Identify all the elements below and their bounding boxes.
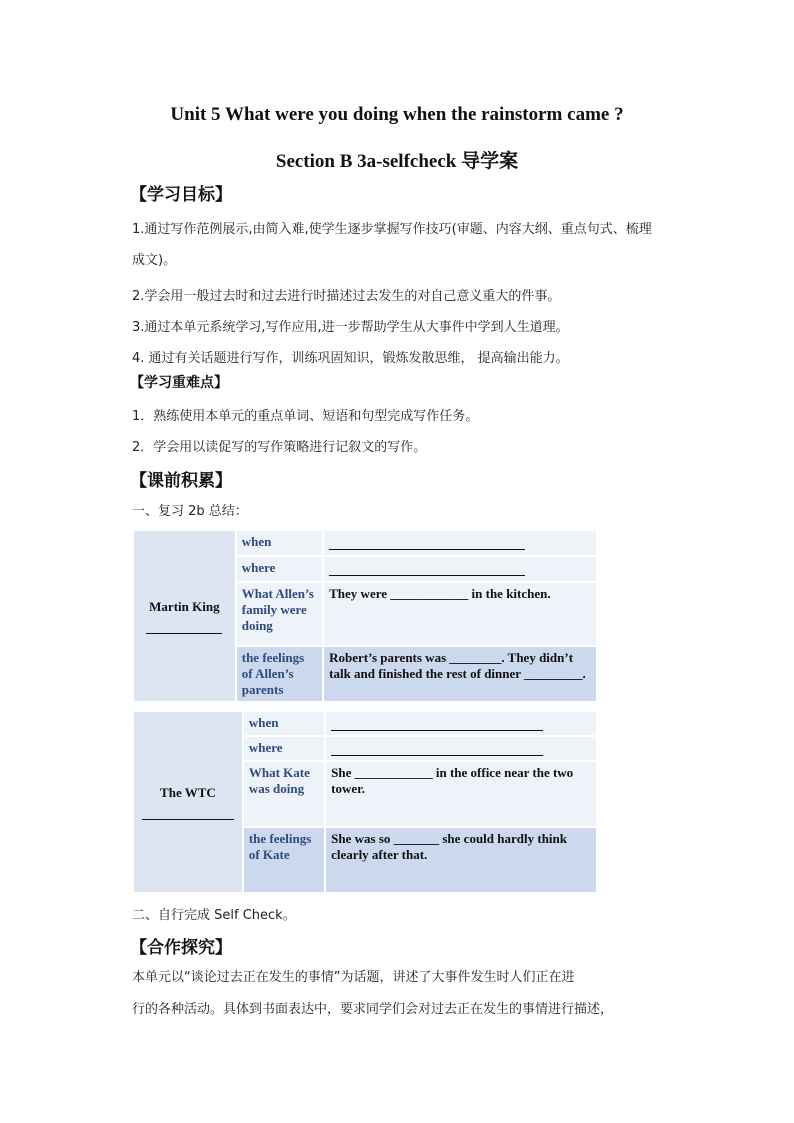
- row-val-where: [325, 736, 597, 761]
- row-val-feelings: Robert’s parents was ________. They didn’t talk and finished the rest of dinner _________.: [323, 646, 597, 702]
- cooperation-heading: 【合作探究】: [130, 938, 232, 958]
- topic-cell: [133, 711, 243, 893]
- review-label: 一、复习 2b 总结：: [132, 504, 248, 519]
- goal-item-1: 1.通过写作范例展示,由简入难,使学生逐步掌握写作技巧(审题、内容大纲、重点句式、梳理成文)。: [132, 222, 652, 268]
- cooperation-line-2: 行的各种活动。具体到书面表达中，要求同学们会对过去正在发生的事情进行描述，: [132, 1002, 614, 1017]
- topic-name: The WTC: [160, 784, 216, 800]
- topic-name: Martin King: [149, 598, 220, 614]
- cooperation-line-1: 本单元以“谈论过去正在发生的事情”为话题，讲述了大事件发生时人们正在进: [132, 970, 575, 985]
- answer-blank[interactable]: [331, 717, 543, 731]
- row-key-doing: What Kate was doing: [243, 761, 325, 827]
- row-val-doing: She ____________ in the office near the two tower.: [325, 761, 597, 827]
- row-key-when: when: [243, 711, 325, 736]
- row-val-when: [325, 711, 597, 736]
- pre-class-heading: 【课前积累】: [130, 471, 232, 491]
- document-subtitle: Section B 3a-selfcheck 导学案: [275, 151, 519, 172]
- row-key-where: where: [236, 556, 323, 582]
- row-val-feelings: She was so _______ she could hardly think clearly after that.: [325, 827, 597, 893]
- row-val-when: [323, 530, 597, 556]
- answer-blank[interactable]: [331, 742, 543, 756]
- row-key-feelings: the feelings of Kate: [243, 827, 325, 893]
- topic-blank[interactable]: [146, 621, 222, 634]
- goal-item-3: 3.通过本单元系统学习,写作应用,进一步帮助学生从大事件中学到人生道理。: [132, 320, 569, 335]
- goals-heading: 【学习目标】: [130, 185, 232, 205]
- row-val-where: [323, 556, 597, 582]
- key-points-heading: 【学习重难点】: [130, 375, 228, 391]
- topic-cell: [133, 530, 236, 702]
- answer-blank[interactable]: [329, 536, 525, 550]
- key-point-1: 1．熟练使用本单元的重点单词、短语和句型完成写作任务。: [132, 409, 479, 424]
- row-val-doing: They were ____________ in the kitchen.: [323, 582, 597, 646]
- review-table-martin-king: [132, 529, 598, 703]
- row-key-feelings: the feelings of Allen’s parents: [236, 646, 323, 702]
- row-key-where: where: [243, 736, 325, 761]
- key-point-2: 2．学会用以读促写的写作策略进行记叙文的写作。: [132, 440, 427, 455]
- document-title: Unit 5 What were you doing when the rainstorm came ?: [170, 104, 624, 125]
- row-key-doing: What Allen’s family were doing: [236, 582, 323, 646]
- goal-item-2: 2.学会用一般过去时和过去进行时描述过去发生的对自己意义重大的件事。: [132, 289, 561, 304]
- review-table-wtc: [132, 710, 598, 894]
- selfcheck-label: 二、自行完成 Self Check。: [132, 908, 296, 923]
- answer-blank[interactable]: [329, 562, 525, 576]
- goal-item-4: 4. 通过有关话题进行写作，训练巩固知识，锻炼发散思维， 提高输出能力。: [132, 351, 569, 366]
- topic-blank[interactable]: [142, 807, 234, 820]
- row-key-when: when: [236, 530, 323, 556]
